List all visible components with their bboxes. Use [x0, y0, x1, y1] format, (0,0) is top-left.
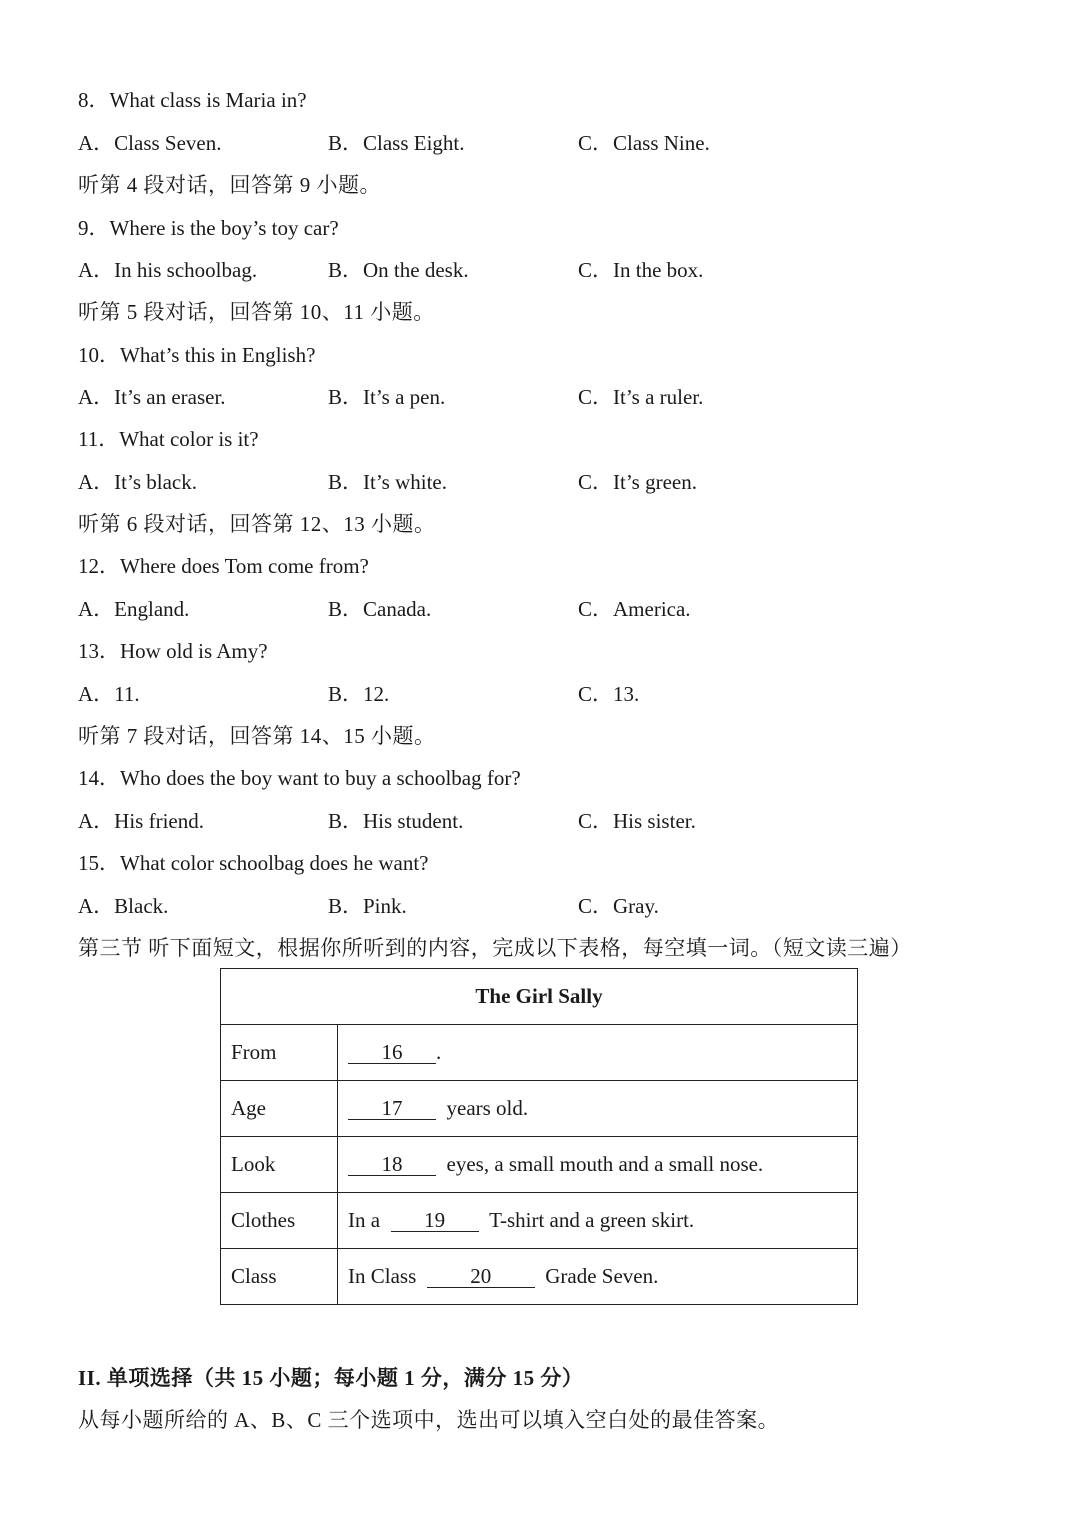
table-row	[221, 1137, 858, 1193]
section-instruction: 听第 5 段对话，回答第 10、11 小题。	[78, 300, 435, 324]
option-a: A．England.	[78, 597, 190, 621]
answer-blank-17[interactable]: 17	[348, 1097, 436, 1120]
row-label: Class	[221, 1249, 338, 1305]
row-label: Look	[221, 1137, 338, 1193]
part2-instruction: 从每小题所给的 A、B、C 三个选项中，选出可以填入空白处的最佳答案。	[78, 1408, 780, 1432]
option-a: A．In his schoolbag.	[78, 258, 258, 282]
row-post-text: T-shirt and a green skirt.	[489, 1208, 695, 1232]
question-stem-13: 13．How old is Amy?	[78, 639, 268, 663]
part2-heading: II. 单项选择（共 15 小题；每小题 1 分，满分 15 分）	[78, 1366, 584, 1390]
row-post-text: .	[436, 1040, 442, 1064]
option-b: B．Class Eight.	[328, 131, 465, 155]
question-stem-12: 12．Where does Tom come from?	[78, 554, 369, 578]
section-instruction: 听第 7 段对话，回答第 14、15 小题。	[78, 724, 436, 748]
option-c: C．13.	[578, 682, 640, 706]
option-c: C．Class Nine.	[578, 131, 710, 155]
row-content	[338, 1081, 858, 1137]
row-post-text: years old.	[446, 1096, 529, 1120]
option-a: A．11.	[78, 682, 140, 706]
option-b: B．Pink.	[328, 894, 407, 918]
option-a: A．It’s black.	[78, 470, 197, 494]
option-a: A．His friend.	[78, 809, 204, 833]
option-c: C．It’s green.	[578, 470, 697, 494]
section-instruction: 听第 6 段对话，回答第 12、13 小题。	[78, 512, 436, 536]
part3-instruction: 第三节 听下面短文，根据你所听到的内容，完成以下表格，每空填一词。（短文读三遍）	[78, 936, 912, 960]
answer-blank-19[interactable]: 19	[391, 1209, 479, 1232]
answer-blank-16[interactable]: 16	[348, 1041, 436, 1064]
row-post-text: Grade Seven.	[545, 1264, 659, 1288]
option-b: B．Canada.	[328, 597, 432, 621]
row-content	[338, 1137, 858, 1193]
question-stem-15: 15．What color schoolbag does he want?	[78, 851, 429, 875]
question-stem-10: 10．What’s this in English?	[78, 343, 316, 367]
section-instruction: 听第 4 段对话，回答第 9 小题。	[78, 173, 381, 197]
option-c: C．America.	[578, 597, 691, 621]
question-stem-11: 11．What color is it?	[78, 427, 259, 451]
option-c: C．His sister.	[578, 809, 696, 833]
row-label: Clothes	[221, 1193, 338, 1249]
table-row	[221, 1025, 858, 1081]
row-label: Age	[221, 1081, 338, 1137]
option-b: B．It’s white.	[328, 470, 447, 494]
option-b: B．It’s a pen.	[328, 385, 446, 409]
table-row	[221, 1081, 858, 1137]
row-content	[338, 1025, 858, 1081]
table-row	[221, 1249, 858, 1305]
option-c: C．It’s a ruler.	[578, 385, 704, 409]
option-c: C．In the box.	[578, 258, 704, 282]
table-row	[221, 1193, 858, 1249]
row-post-text: eyes, a small mouth and a small nose.	[446, 1152, 764, 1176]
row-pre-text: In Class	[348, 1264, 417, 1288]
option-b: B．12.	[328, 682, 390, 706]
row-content	[338, 1193, 858, 1249]
option-a: A．Class Seven.	[78, 131, 222, 155]
answer-blank-20[interactable]: 20	[427, 1265, 535, 1288]
row-pre-text: In a	[348, 1208, 381, 1232]
row-content	[338, 1249, 858, 1305]
question-stem-9: 9．Where is the boy’s toy car?	[78, 216, 339, 240]
question-stem-8: 8．What class is Maria in?	[78, 88, 307, 112]
option-c: C．Gray.	[578, 894, 659, 918]
option-a: A．It’s an eraser.	[78, 385, 226, 409]
option-a: A．Black.	[78, 894, 169, 918]
question-stem-14: 14．Who does the boy want to buy a schoolbag for?	[78, 766, 521, 790]
option-b: B．On the desk.	[328, 258, 469, 282]
row-label: From	[221, 1025, 338, 1081]
table-title: The Girl Sally	[221, 969, 858, 1025]
sally-info-table	[220, 968, 858, 1305]
answer-blank-18[interactable]: 18	[348, 1153, 436, 1176]
option-b: B．His student.	[328, 809, 464, 833]
table-header-row	[221, 969, 858, 1025]
